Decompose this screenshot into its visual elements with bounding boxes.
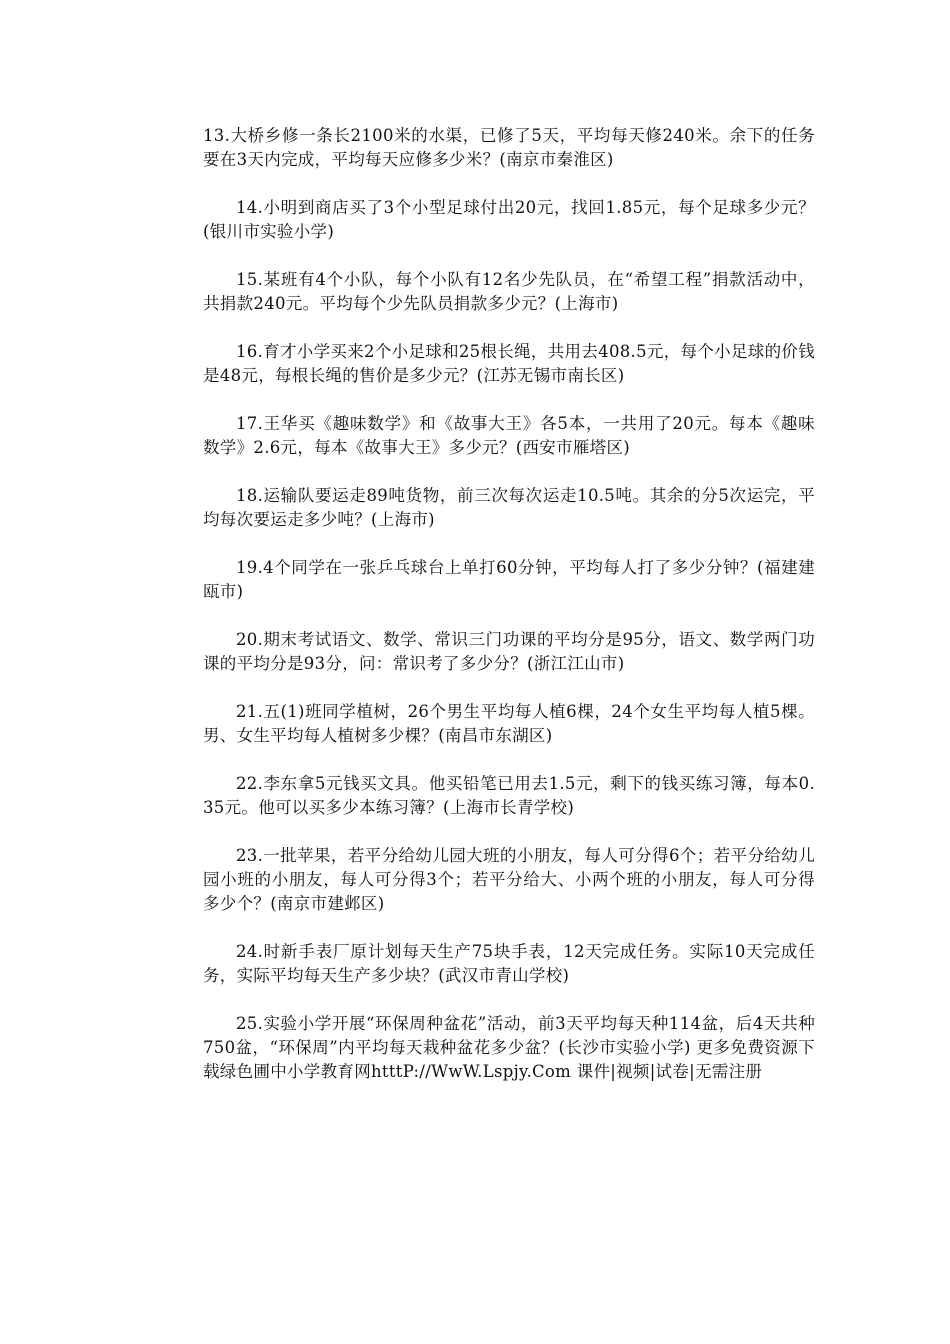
problem-list	[203, 124, 815, 1108]
problem-23: 23.一批苹果，若平分给幼儿园大班的小朋友，每人可分得6个；若平分给幼儿园小班的小朋友，每人可分得3个；若平分给大、小两个班的小朋友，每人可分得多少个？(南京市建邺区)	[203, 846, 815, 913]
problem-24: 24.时新手表厂原计划每天生产75块手表，12天完成任务。实际10天完成任务，实际平均每天生产多少块？(武汉市青山学校)	[203, 942, 815, 985]
problem-16: 16.育才小学买来2个小足球和25根长绳，共用去408.5元，每个小足球的价钱是48元，每根长绳的售价是多少元？(江苏无锡市南长区)	[203, 342, 815, 385]
problem-20: 20.期末考试语文、数学、常识三门功课的平均分是95分，语文、数学两门功课的平均分是93分，问：常识考了多少分？(浙江江山市)	[203, 630, 815, 673]
problem-15: 15.某班有4个小队，每个小队有12名少先队员，在“希望工程”捐款活动中，共捐款240元。平均每个少先队员捐款多少元？(上海市)	[203, 270, 815, 313]
problem-19: 19.4个同学在一张乒乓球台上单打60分钟，平均每人打了多少分钟？(福建建瓯市)	[203, 558, 815, 601]
problem-22: 22.李东拿5元钱买文具。他买铅笔已用去1.5元，剩下的钱买练习簿，每本0.35元。他可以买多少本练习簿？(上海市长青学校)	[203, 774, 815, 817]
problem-18: 18.运输队要运走89吨货物，前三次每次运走10.5吨。其余的分5次运完，平均每次要运走多少吨？(上海市)	[203, 486, 815, 529]
problem-25: 25.实验小学开展“环保周种盆花”活动，前3天平均每天种114盆，后4天共种750盆，“环保周”内平均每天栽种盆花多少盆？(长沙市实验小学) 更多免费资源下载绿色圃中小学教育网htttP://WwW.Lspjy.Com 课件|视频|试卷|无需注册	[203, 1014, 815, 1081]
problem-21: 21.五(1)班同学植树，26个男生平均每人植6棵，24个女生平均每人植5棵。男、女生平均每人植树多少棵？(南昌市东湖区)	[203, 702, 815, 745]
problem-14: 14.小明到商店买了3个小型足球付出20元，找回1.85元，每个足球多少元？(银川市实验小学)	[203, 198, 815, 241]
problem-13: 13.大桥乡修一条长2100米的水渠，已修了5天，平均每天修240米。余下的任务要在3天内完成，平均每天应修多少米？(南京市秦淮区)	[203, 126, 815, 169]
problem-17: 17.王华买《趣味数学》和《故事大王》各5本，一共用了20元。每本《趣味数学》2.6元，每本《故事大王》多少元？(西安市雁塔区)	[203, 414, 815, 457]
